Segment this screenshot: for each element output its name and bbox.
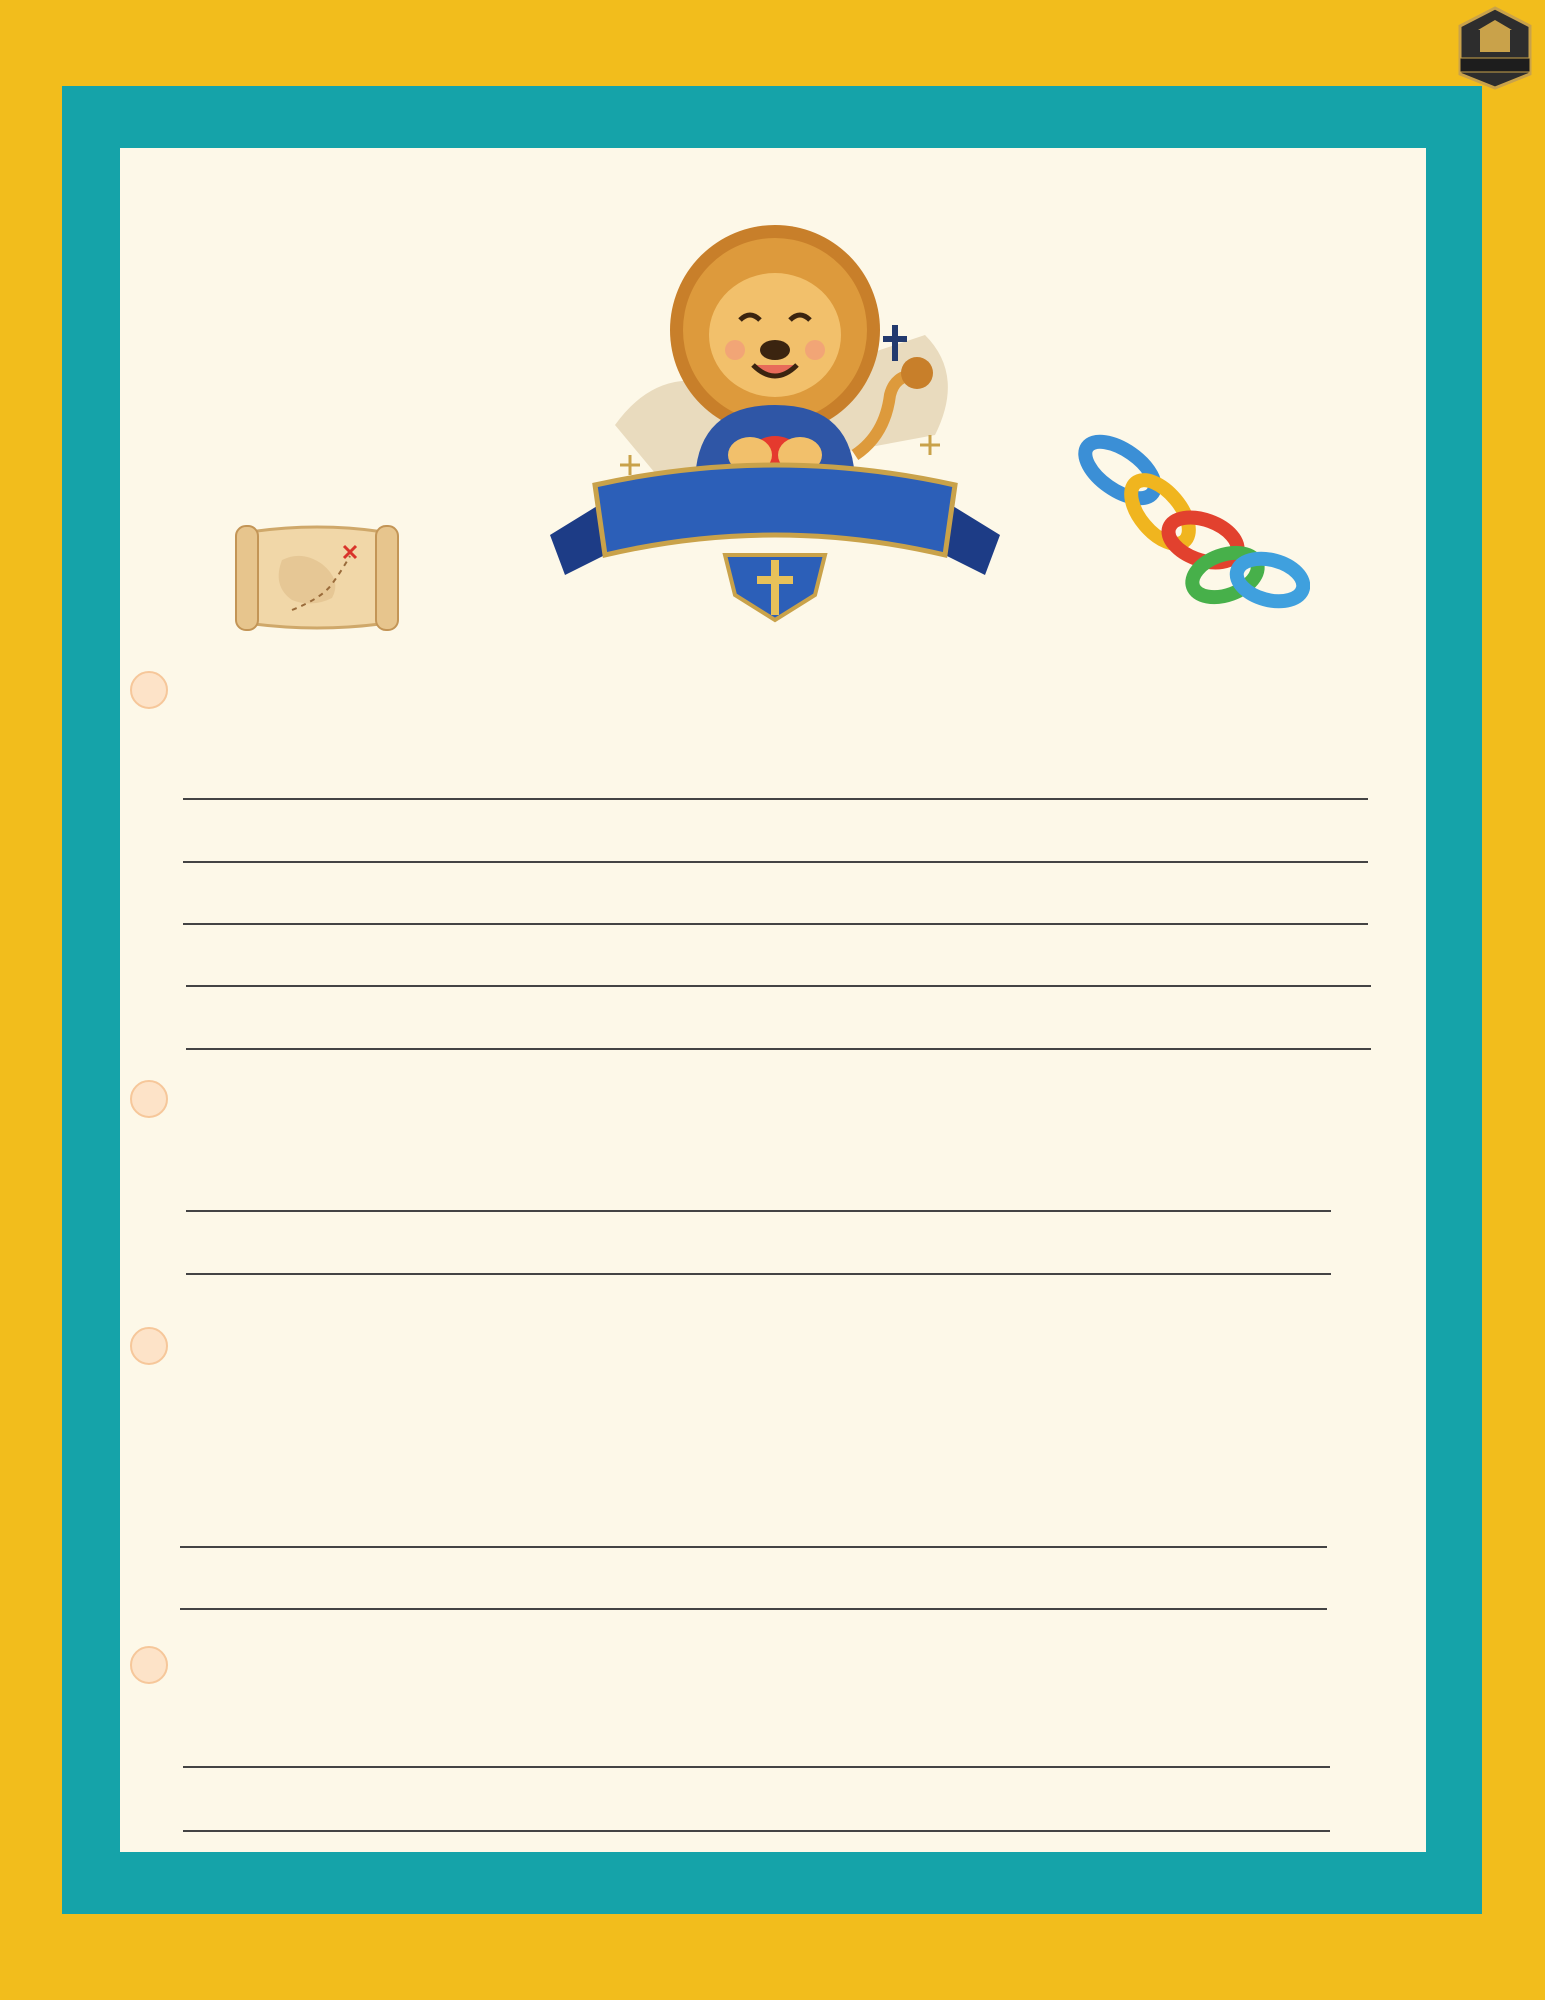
answer-line[interactable] [186,985,1371,987]
lion-mascot-icon [545,155,1005,625]
top-star-border [0,0,1545,100]
left-butterfly-border [0,80,66,1910]
bottom-star-border [0,1905,1545,2000]
answer-line[interactable] [183,923,1368,925]
activity-3-number [130,1327,168,1365]
answer-line[interactable] [180,1546,1327,1548]
answer-line[interactable] [183,798,1368,800]
answer-line[interactable] [183,1830,1330,1832]
activity-4-number [130,1646,168,1684]
corner-badge-logo [1450,4,1540,92]
answer-line[interactable] [186,1048,1371,1050]
treasure-map-icon [232,520,402,635]
paper-chain-icon [1075,430,1310,620]
activity-2-number [130,1080,168,1118]
activity-1-number [130,671,168,709]
answer-line[interactable] [180,1608,1327,1610]
right-butterfly-border [1479,80,1545,1910]
answer-line[interactable] [183,861,1368,863]
answer-line[interactable] [183,1766,1330,1768]
answer-line[interactable] [186,1273,1331,1275]
answer-line[interactable] [186,1210,1331,1212]
